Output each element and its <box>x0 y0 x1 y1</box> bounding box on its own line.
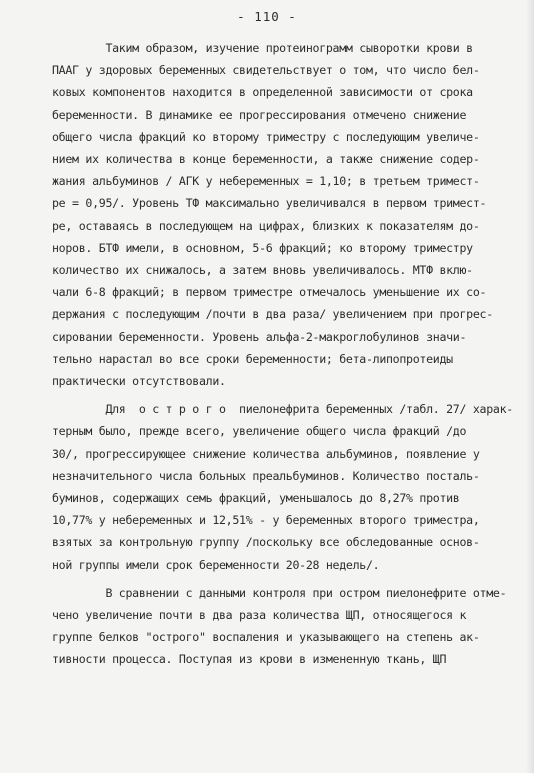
text-line: В сравнении с данными контроля при остром пиелонефрите отме- <box>52 585 507 600</box>
text-line: терным было, прежде всего, увеличение общего числа фракций /до <box>52 424 467 439</box>
scan-edge-shadow <box>526 0 534 773</box>
text-line: Для о с т р о г о пиелонефрита беременных /табл. 27/ харак- <box>52 402 513 417</box>
text-line: общего числа фракций ко второму триместру с последующим увеличе- <box>52 129 480 144</box>
text-line: ковых компонентов находится в определенной зависимости от срока <box>52 85 473 100</box>
text-line: сировании беременности. Уровень альфа-2-макроглобулинов значи- <box>52 329 467 344</box>
text-line: тельно нарастал во все сроки беременности; бета-липопротеиды <box>52 351 453 366</box>
text-line: нием их количества в конце беременности, а также снижение содер- <box>52 152 480 167</box>
text-line: норов. БТФ имели, в основном, 5-6 фракций; ко второму триместру <box>52 240 473 255</box>
text-line: держания с последующим /почти в два раза/ увеличением при прогрес- <box>52 307 493 322</box>
body-text <box>52 37 522 671</box>
text-line: беременности. В динамике ее прогрессирования отмечено снижение <box>52 107 467 122</box>
text-line: ре, оставаясь в последующем на цифрах, близких к показателям до- <box>52 218 480 233</box>
text-line: ПААГ у здоровых беременных свидетельствует о том, что число бел- <box>52 63 480 78</box>
text-line: группе белков "острого" воспаления и указывающего на степень ак- <box>52 630 480 645</box>
text-line: количество их снижалось, а затем вновь увеличивалось. МТФ вклю- <box>52 263 473 278</box>
text-line: тивности процесса. Поступая из крови в измененную ткань, ЩП <box>52 652 447 667</box>
text-line: ной группы имели срок беременности 20-28 недель/. <box>52 557 380 572</box>
text-line: чали 6-8 фракций; в первом триместре отмечалось уменьшение их со- <box>52 285 487 300</box>
text-line: Таким образом, изучение протеинограмм сыворотки крови в <box>52 41 473 55</box>
text-line: 10,77% у небеременных и 12,51% - у беременных второго триместра, <box>52 513 480 528</box>
paragraph-1 <box>52 37 522 392</box>
text-line: взятых за контрольную группу /поскольку все обследованные основ- <box>52 535 480 550</box>
text-line: буминов, содержащих семь фракций, уменьшалось до 8,27% против <box>52 491 460 506</box>
text-line: незначительного числа больных преальбуминов. Количество посталь- <box>52 468 480 483</box>
text-line: 30/, прогрессирующее снижение количества альбуминов, появление у <box>52 446 480 461</box>
text-line: жания альбуминов / АГК у небеременных = 1,10; в третьем тримест- <box>52 174 480 189</box>
text-line: практически отсутствовали. <box>52 374 226 389</box>
paragraph-2 <box>52 398 522 576</box>
text-line: чено увеличение почти в два раза количества ЩП, относящегося к <box>52 608 467 623</box>
page-number: - 110 - <box>237 9 297 24</box>
text-line: ре = 0,95/. Уровень ТФ максимально увеличивался в первом тримест- <box>52 196 487 211</box>
paragraph-3 <box>52 582 522 671</box>
